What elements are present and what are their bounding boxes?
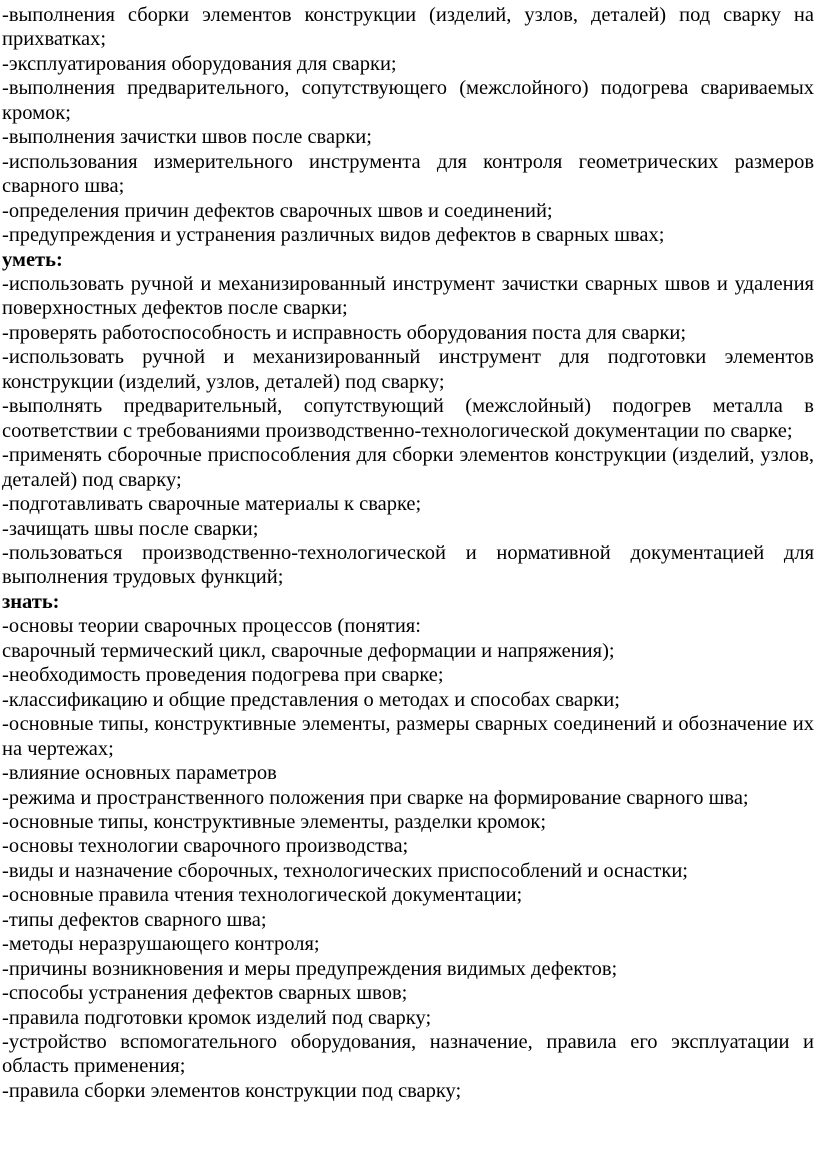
list-item: -выполнения сборки элементов конструкции (изделий, узлов, деталей) под сварку на прихватках; bbox=[2, 4, 814, 51]
list-item: -определения причин дефектов сварочных швов и соединений; bbox=[2, 199, 553, 222]
list-item: -эксплуатирования оборудования для сварки; bbox=[2, 52, 397, 75]
list-item: -основные типы, конструктивные элементы, разделки кромок; bbox=[2, 810, 547, 833]
list-item: -способы устранения дефектов сварных швов; bbox=[2, 982, 408, 1005]
section-heading-skills: уметь: bbox=[2, 248, 63, 271]
list-item: -проверять работоспособность и исправность оборудования поста для сварки; bbox=[2, 321, 687, 344]
list-item: -правила сборки элементов конструкции под сварку; bbox=[2, 1079, 462, 1102]
list-item: -влияние основных параметров bbox=[2, 762, 277, 785]
list-item: -основные правила чтения технологической документации; bbox=[2, 884, 523, 907]
list-item: -режима и пространственного положения при сварке на формирование сварного шва; bbox=[2, 786, 749, 809]
list-item: -выполнения предварительного, сопутствующего (межслойного) подогрева свариваемых кромок; bbox=[2, 77, 814, 124]
list-item: -основы технологии сварочного производства; bbox=[2, 835, 409, 858]
list-item: -использования измерительного инструмента для контроля геометрических размеров сварного шва; bbox=[2, 150, 814, 198]
list-item: -основы теории сварочных процессов (понятия: bbox=[2, 615, 421, 638]
list-item: -выполнять предварительный, сопутствующий (межслойный) подогрев металла в соответствии с требованиями производственно-технологической документации по сварке; bbox=[2, 395, 814, 442]
list-item: -необходимость проведения подогрева при сварке; bbox=[2, 664, 444, 687]
list-item: -классификацию и общие представления о методах и способах сварки; bbox=[2, 688, 620, 711]
list-item: -типы дефектов сварного шва; bbox=[2, 908, 267, 931]
list-item: -виды и назначение сборочных, технологических приспособлений и оснастки; bbox=[2, 859, 688, 882]
list-item: -подготавливать сварочные материалы к сварке; bbox=[2, 493, 422, 516]
list-item: -применять сборочные приспособления для сборки элементов конструкции (изделий, узлов, деталей) под сварку; bbox=[2, 444, 814, 491]
list-item: сварочный термический цикл, сварочные деформации и напряжения); bbox=[2, 639, 615, 662]
list-item: -выполнения зачистки швов после сварки; bbox=[2, 126, 372, 149]
list-item: -правила подготовки кромок изделий под сварку; bbox=[2, 1006, 432, 1029]
list-item: -пользоваться производственно-технологической и нормативной документацией для выполнения трудовых функций; bbox=[2, 541, 814, 589]
list-item: -зачищать швы после сварки; bbox=[2, 517, 259, 540]
list-item: -устройство вспомогательного оборудования, назначение, правила его эксплуатации и область применения; bbox=[2, 1031, 814, 1078]
list-item: -причины возникновения и меры предупреждения видимых дефектов; bbox=[2, 957, 618, 980]
list-item: -использовать ручной и механизированный инструмент для подготовки элементов конструкции (изделий, узлов, деталей) под сварку; bbox=[2, 346, 814, 393]
list-item: -предупреждения и устранения различных видов дефектов в сварных швах; bbox=[2, 224, 665, 247]
list-item: -основные типы, конструктивные элементы, размеры сварных соединений и обозначение их на чертежах; bbox=[2, 713, 814, 760]
list-item: -использовать ручной и механизированный инструмент зачистки сварных швов и удаления поверхностных дефектов после сварки; bbox=[2, 272, 814, 320]
list-item: -методы неразрушающего контроля; bbox=[2, 933, 320, 956]
section-heading-knowledge: знать: bbox=[2, 590, 60, 613]
